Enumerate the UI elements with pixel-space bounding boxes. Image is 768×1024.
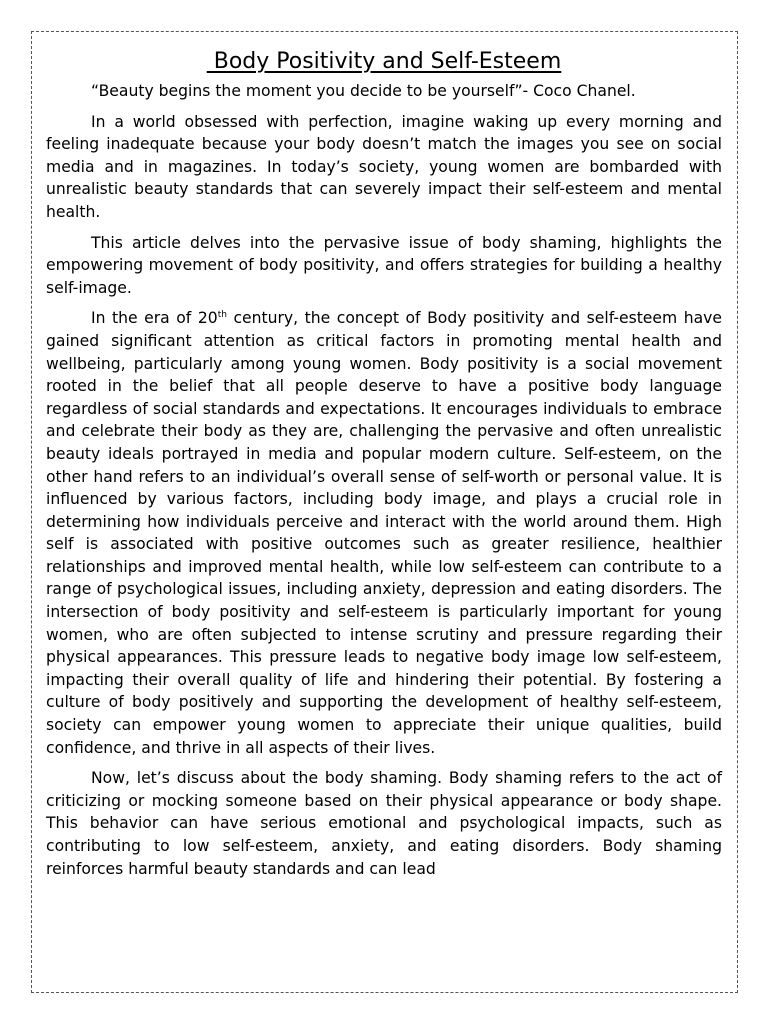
- era-paragraph: [46, 307, 722, 759]
- document-title: Body Positivity and Self-Esteem: [206, 49, 562, 74]
- body-shaming-paragraph: Now, let’s discuss about the body shaming. Body shaming refers to the act of criticizing or mocking someone based on their physical appearance or body shape. This behavior can have serious emotional and psychological impacts, such as contributing to low self-esteem, anxiety, and eating disorders. Body shaming reinforces harmful beauty standards and can lead: [46, 769, 722, 878]
- intro-paragraph: In a world obsessed with perfection, imagine waking up every morning and feeling inadequate because your body doesn’t match the images you see on social media and in magazines. In today’s society, young women are bombarded with unrealistic beauty standards that can severely impact their self-esteem and mental health.: [46, 112, 722, 221]
- era-paragraph-rest: century, the concept of Body positivity and self-esteem have gained significant attention as critical factors in promoting mental health and wellbeing, particularly among young women. Body positivity is a social movement rooted in the belief that all people deserve to have a positive body language regardless of social standards and expectations. It encourages individuals to embrace and celebrate their body as they are, challenging the pervasive and often unrealistic beauty ideals portrayed in media and popular modern culture. Self-esteem, on the other hand refers to an individual’s overall sense of self-worth or personal value. It is influenced by various factors, including body image, and plays a crucial role in determining how individuals perceive and interact with the world around them. High self is associated with positive outcomes such as greater resilience, healthier relationships and improved mental health, while low self-esteem can contribute to a range of psychological issues, including anxiety, depression and eating disorders. The intersection of body positivity and self-esteem is particularly important for young women, who are often subjected to intense scrutiny and pressure regarding their physical appearances. This pressure leads to negative body image low self-esteem, impacting their overall quality of life and hindering their potential. By fostering a culture of body positively and supporting the development of healthy self-esteem, society can empower young women to appreciate their unique qualities, build confidence, and thrive in all aspects of their lives.: [46, 309, 722, 757]
- ordinal-superscript: th: [217, 310, 227, 321]
- document-body: [46, 48, 722, 888]
- article-overview-paragraph: This article delves into the pervasive issue of body shaming, highlights the empowering movement of body positivity, and offers strategies for building a healthy self-image.: [46, 233, 722, 297]
- opening-quote: “Beauty begins the moment you decide to be yourself”- Coco Chanel.: [91, 82, 636, 100]
- era-paragraph-start: In the era of 20: [91, 309, 218, 328]
